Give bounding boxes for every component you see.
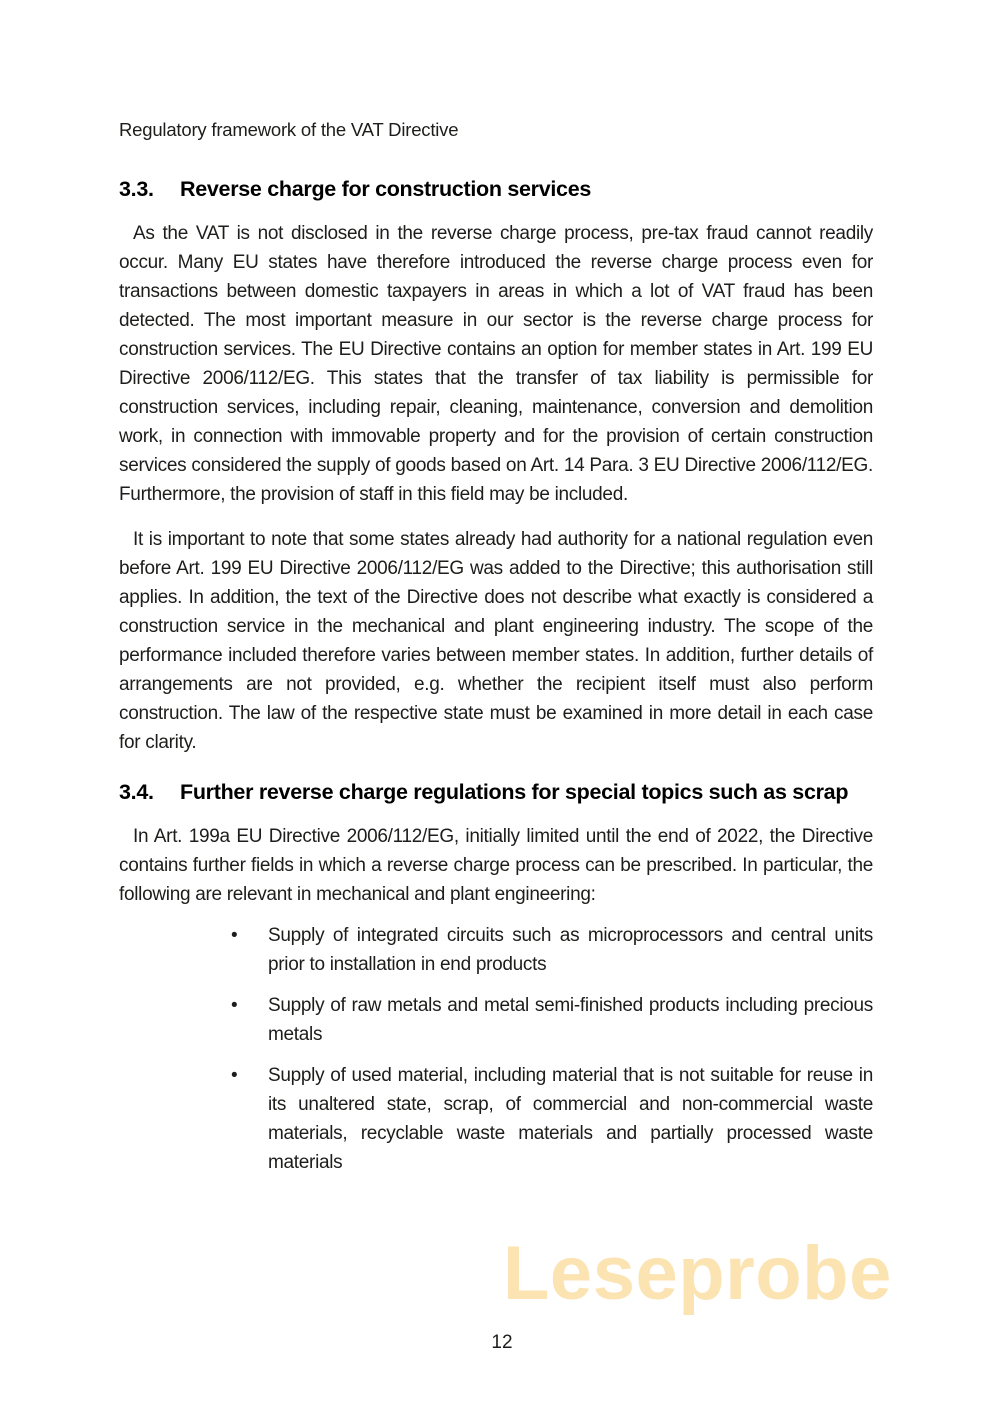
list-item-text: Supply of integrated circuits such as microprocessors and central units prior to installation in end products [268,925,873,975]
running-header: Regulatory framework of the VAT Directive [119,119,459,140]
section-heading-3-4 [119,778,873,806]
paragraph: In Art. 199a EU Directive 2006/112/EG, initially limited until the end of 2022, the Directive contains further fields in which a reverse charge process can be prescribed. In particular, the following are relevant in mechanical and plant engineering: [119,826,873,905]
bullet-icon: • [231,995,238,1016]
page-number: 12 [491,1332,513,1353]
section-title: Further reverse charge regulations for special topics such as scrap [180,780,849,804]
bullet-list [119,921,873,1177]
section-number: 3.3. [119,177,154,201]
section-heading-3-3 [119,175,873,203]
list-item [119,921,873,979]
list-item-text: Supply of raw metals and metal semi-finished products including precious metals [268,995,873,1045]
section-number: 3.4. [119,780,154,804]
list-item [119,1061,873,1177]
paragraph: As the VAT is not disclosed in the reverse charge process, pre-tax fraud cannot readily occur. Many EU states have therefore introduced the reverse charge process even for transactions between domestic taxpayers in areas in which a lot of VAT fraud has been detected. The most important measure in our sector is the reverse charge process for construction services. The EU Directive contains an option for member states in Art. 199 EU Directive 2006/112/EG. This states that the transfer of tax liability is permissible for construction services, including repair, cleaning, maintenance, conversion and demolition work, in connection with immovable property and for the provision of certain construction services considered the supply of goods based on Art. 14 Para. 3 EU Directive 2006/112/EG. Furthermore, the provision of staff in this field may be included. [119,223,873,505]
list-item-text: Supply of used material, including material that is not suitable for reuse in its unaltered state, scrap, of commercial and non-commercial waste materials, recyclable waste materials and partially processed waste materials [268,1065,873,1173]
watermark-leseprobe: Leseprobe [503,1231,892,1316]
section-title: Reverse charge for construction services [180,177,592,201]
bullet-icon: • [231,1065,238,1086]
paragraph: It is important to note that some states already had authority for a national regulation even before Art. 199 EU Directive 2006/112/EG was added to the Directive; this authorisation still applies. In addition, the text of the Directive does not describe what exactly is considered a construction service in the mechanical and plant engineering industry. The scope of the performance included therefore varies between member states. In addition, further details of arrangements are not provided, e.g. whether the recipient itself must also perform construction. The law of the respective state must be examined in more detail in each case for clarity. [119,529,873,753]
text-block [119,118,873,1177]
list-item [119,991,873,1049]
bullet-icon: • [231,925,238,946]
